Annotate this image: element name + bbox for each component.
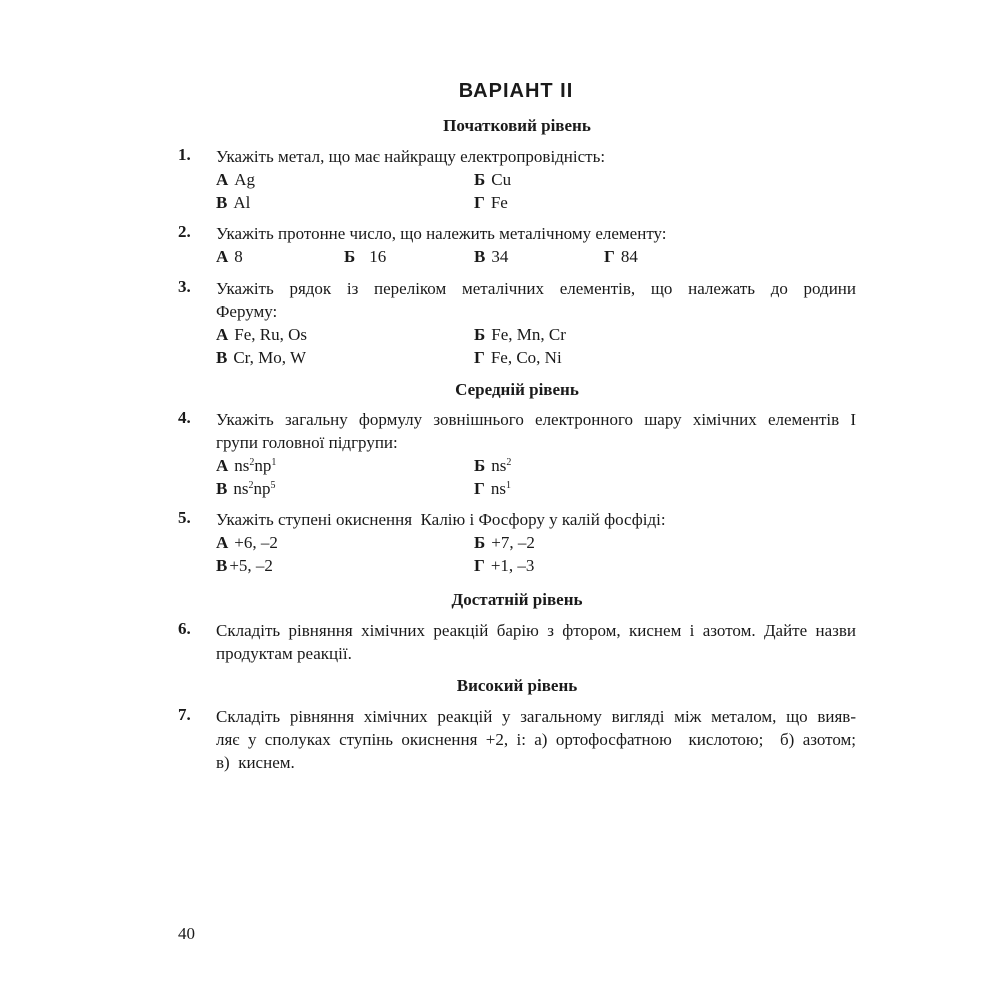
option-a: А $ns^2np^1$: [216, 456, 277, 475]
option-g: Г 84: [604, 247, 638, 266]
question-1: [178, 145, 856, 214]
option-b: Б +7, –2: [474, 533, 535, 552]
option-v: В $ns^2np^5$: [216, 479, 276, 498]
question-text-line-2: Феруму:: [216, 302, 278, 321]
question-7: [178, 705, 856, 774]
question-3: [178, 277, 856, 369]
option-v: В +5, –2: [216, 556, 273, 575]
question-text-line-2: групи головної підгрупи:: [216, 433, 398, 452]
options: [216, 168, 856, 214]
option-g: Г +1, –3: [474, 556, 535, 575]
question-text: Укажіть протонне число, що належить металічному елементу:: [216, 224, 667, 243]
options: [216, 454, 856, 500]
question-text-line-1: Складіть рівняння хімічних реакцій барію з фтором, киснем і азотом. Дайте назви: [216, 621, 856, 640]
option-b: Б 16: [344, 247, 387, 266]
option-v: В 34: [474, 247, 509, 266]
question-text-line-2: продуктам реакції.: [216, 644, 352, 663]
question-text: Укажіть ступені окиснення Калію і Фосфору у калій фосфіді:: [216, 510, 666, 529]
option-v: В Cr, Mo, W: [216, 348, 307, 367]
question-text: Укажіть метал, що має найкращу електропровідність:: [216, 147, 606, 166]
question-text-line-1: Укажіть рядок із переліком металічних елементів, що належать до родини: [216, 279, 856, 298]
question-number: 2.: [178, 222, 191, 241]
question-text-line-3: в) киснем.: [216, 753, 295, 772]
question-number: 1.: [178, 145, 191, 164]
option-a: А Fe, Ru, Os: [216, 325, 308, 344]
question-5: [178, 508, 856, 577]
option-g: Г Fe: [474, 193, 508, 212]
question-number: 4.: [178, 408, 191, 427]
option-b: Б $ns^2$: [474, 456, 512, 475]
option-b: Б Fe, Mn, Cr: [474, 325, 566, 344]
question-text-line-2: ляє у сполуках ступінь окиснення +2, і: а) ортофосфатною кислотою; б) азотом;: [216, 730, 856, 749]
level-heading-sufficient: Достатній рівень: [451, 590, 583, 609]
question-2: [178, 222, 856, 268]
option-g: Г Fe, Co, Ni: [474, 348, 562, 367]
option-a: А 8: [216, 247, 243, 266]
question-number: 7.: [178, 705, 191, 724]
question-6: [178, 619, 856, 665]
options: [216, 323, 856, 369]
variant-title: ВАРІАНТ ІІ: [458, 80, 574, 102]
question-text-line-1: Укажіть загальну формулу зовнішнього електронного шару хімічних елементів І: [216, 410, 856, 429]
option-a: А Ag: [216, 170, 256, 189]
question-number: 6.: [178, 619, 191, 638]
options: [216, 245, 856, 268]
question-number: 5.: [178, 508, 191, 527]
level-heading-middle: Середній рівень: [455, 380, 579, 399]
page-number: 40: [178, 924, 195, 943]
question-number: 3.: [178, 277, 191, 296]
option-g: Г $ns^1$: [474, 479, 511, 498]
level-heading-initial: Початковий рівень: [443, 116, 591, 135]
options: [216, 531, 856, 577]
level-heading-high: Високий рівень: [456, 676, 578, 695]
option-b: Б Cu: [474, 170, 512, 189]
question-4: [178, 408, 856, 500]
question-text-line-1: Складіть рівняння хімічних реакцій у загальному вигляді між металом, що вияв-: [216, 707, 856, 726]
option-v: В Al: [216, 193, 251, 212]
option-a: А +6, –2: [216, 533, 278, 552]
